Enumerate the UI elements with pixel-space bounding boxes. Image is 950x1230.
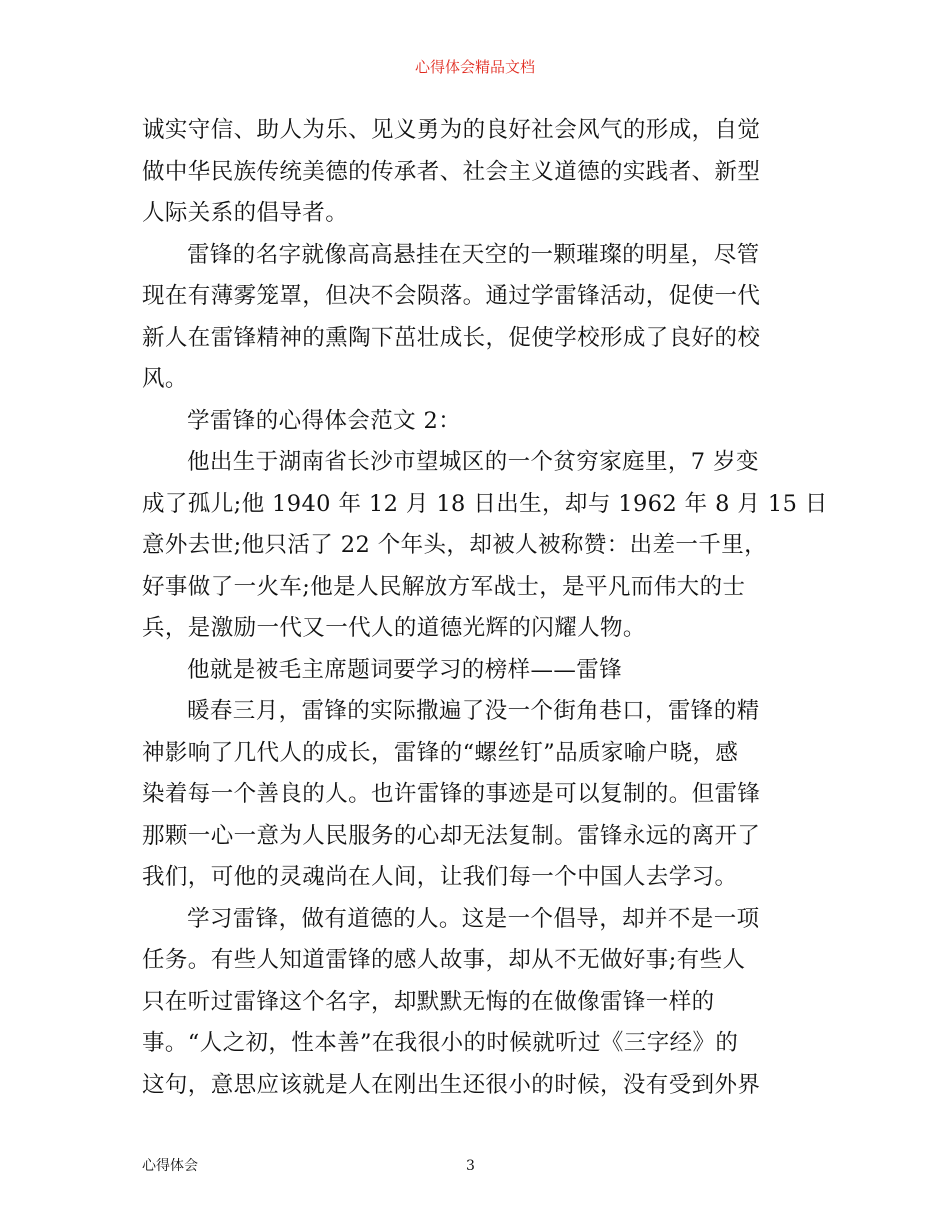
text-line: 新人在雷锋精神的熏陶下茁壮成长，促使学校形成了良好的校	[142, 324, 761, 351]
text-line: 人际关系的倡导者。	[142, 200, 349, 226]
text-line: 风。	[142, 366, 188, 392]
text-line: 兵，是激励一代又一代人的道德光辉的闪耀人物。	[142, 615, 646, 641]
text-line: 好事做了一火车;他是人民解放方军战士，是平凡而伟大的士	[142, 573, 746, 600]
footer-label: 心得体会	[142, 1158, 198, 1174]
paragraph-3-heading	[142, 401, 810, 443]
text-line: 学习雷锋，做有道德的人。这是一个倡导，却并不是一项	[187, 905, 760, 932]
text-line: 只在听过雷锋这个名字，却默默无悔的在做像雷锋一样的	[142, 988, 715, 1015]
text-line: 成了孤儿;他 1940 年 12 月 18 日出生，却与 1962 年 8 月 15 日	[142, 490, 828, 517]
paragraph-6	[142, 691, 810, 899]
text-line: 诚实守信、助人为乐、见义勇为的良好社会风气的形成，自觉	[142, 117, 761, 143]
text-line: 染着每一个善良的人。也许雷锋的事迹是可以复制的。但雷锋	[142, 781, 761, 807]
text-line: 现在有薄雾笼罩，但决不会陨落。通过学雷锋活动，促使一代	[142, 283, 761, 309]
paragraph-5	[142, 650, 810, 692]
text-line: 做中华民族传统美德的传承者、社会主义道德的实践者、新型	[142, 158, 761, 185]
page-number: 3	[466, 1158, 475, 1174]
paragraph-7	[142, 899, 810, 1107]
paragraph-1	[142, 110, 810, 235]
paragraph-2	[142, 235, 810, 401]
text-line: 这句，意思应该就是人在刚出生还很小的时候，没有受到外界	[142, 1071, 761, 1098]
text-line: 事。“人之初，性本善”在我很小的时候就听过《三字经》的	[142, 1030, 739, 1056]
text-line: 那颗一心一意为人民服务的心却无法复制。雷锋永远的离开了	[142, 822, 761, 849]
text-line: 任务。有些人知道雷锋的感人故事，却从不无做好事;有些人	[142, 947, 746, 973]
text-line: 学雷锋的心得体会范文 2：	[187, 407, 462, 434]
text-line: 他就是被毛主席题词要学习的榜样——雷锋	[187, 656, 623, 683]
text-line: 我们，可他的灵魂尚在人间，让我们每一个中国人去学习。	[142, 864, 738, 890]
document-body	[142, 110, 828, 1106]
text-line: 神影响了几代人的成长，雷锋的“螺丝钉”品质家喻户晓，感	[142, 739, 739, 766]
paragraph-4	[142, 442, 828, 650]
text-line: 意外去世;他只活了 22 个年头，却被人被称赞：出差一千里，	[142, 532, 768, 558]
text-line: 暖春三月，雷锋的实际撒遍了没一个街角巷口，雷锋的精	[187, 698, 760, 724]
text-line: 他出生于湖南省长沙市望城区的一个贫穷家庭里，7 岁变	[187, 449, 759, 475]
text-line: 雷锋的名字就像高高悬挂在天空的一颗璀璨的明星，尽管	[187, 241, 760, 268]
document-header-title: 心得体会精品文档	[414, 58, 535, 76]
